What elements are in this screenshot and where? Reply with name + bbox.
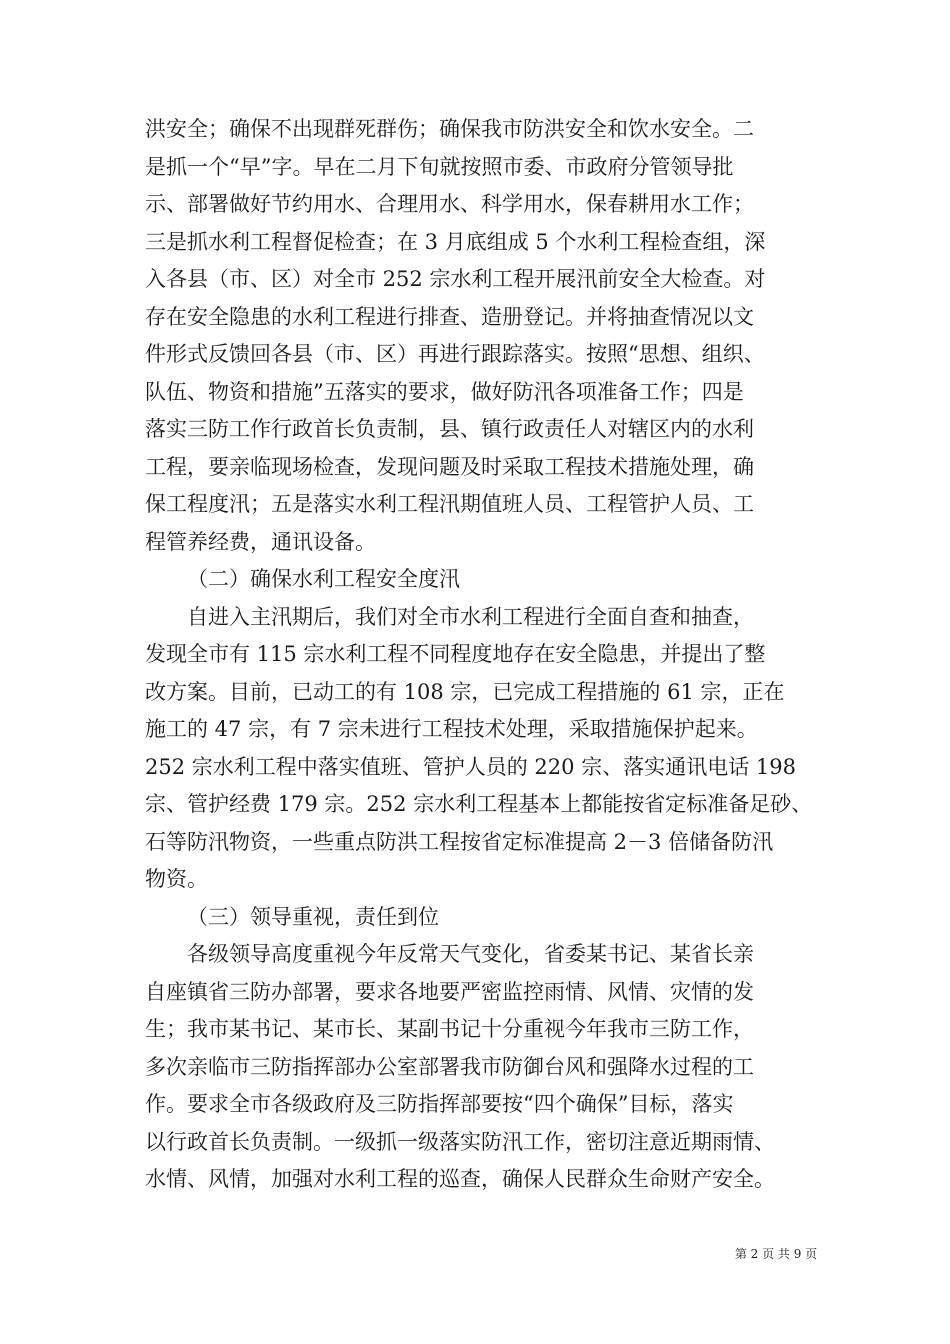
body-text: [145, 111, 825, 1199]
text-line: 件形式反馈回各县（市、区）再进行跟踪落实。按照“思想、组织、: [145, 342, 765, 366]
text-line: 队伍、物资和措施”五落实的要求，做好防汛各项准备工作；四是: [145, 379, 744, 404]
text-line: 宗、管护经费 179 宗。252 宗水利工程基本上都能按省定标准备足砂、: [145, 792, 813, 816]
text-line: 多次亲临市三防指挥部办公室部署我市防御台风和强降水过程的工: [145, 1054, 754, 1079]
text-line: 入各县（市、区）对全市 252 宗水利工程开展汛前安全大检查。对: [145, 267, 766, 291]
text-line: 落实三防工作行政首长负责制，县、镇行政责任人对辖区内的水利: [145, 417, 754, 441]
text-line: 物资。: [145, 867, 208, 891]
text-line: 施工的 47 宗，有 7 宗未进行工程技术处理，采取措施保护起来。: [145, 717, 758, 741]
text-line: 各级领导高度重视今年反常天气变化，省委某书记、某省长亲: [187, 942, 754, 966]
text-line: 洪安全；确保不出现群死群伤；确保我市防洪安全和饮水安全。二: [145, 117, 754, 141]
text-line: 工程，要亲临现场检查，发现问题及时采取工程技术措施处理，确: [145, 454, 754, 479]
text-line: 作。要求全市各级政府及三防指挥部要按“四个确保”目标，落实: [145, 1092, 734, 1116]
text-line: 252 宗水利工程中落实值班、管护人员的 220 宗、落实通讯电话 198: [145, 754, 796, 779]
page-number: 第 2 页 共 9 页: [734, 1247, 818, 1261]
text-line: 三是抓水利工程督促检查；在 3 月底组成 5 个水利工程检查组，深: [145, 229, 766, 254]
text-line: 存在安全隐患的水利工程进行排查、造册登记。并将抽查情况以文: [145, 304, 754, 329]
text-line: 石等防汛物资，一些重点防洪工程按省定标准提高 2－3 倍储备防汛: [145, 829, 774, 854]
text-line: 生；我市某书记、某市长、某副书记十分重视今年我市三防工作，: [145, 1017, 754, 1041]
text-line: 自座镇省三防办部署，要求各地要严密监控雨情、风情、灾情的发: [145, 979, 754, 1004]
text-line: 保工程度汛；五是落实水利工程汛期值班人员、工程管护人员、工: [145, 492, 754, 516]
text-line: （二）确保水利工程安全度汛: [187, 567, 460, 591]
text-line: 是抓一个“早”字。早在二月下旬就按照市委、市政府分管领导批: [145, 154, 734, 179]
text-line: 发现全市有 115 宗水利工程不同程度地存在安全隐患，并提出了整: [145, 642, 766, 666]
text-line: 以行政首长负责制。一级抓一级落实防汛工作，密切注意近期雨情、: [145, 1129, 775, 1154]
text-line: 程管养经费，通讯设备。: [145, 529, 376, 554]
text-line: 水情、风情，加强对水利工程的巡查，确保人民群众生命财产安全。: [145, 1167, 775, 1191]
page-footer: [0, 1246, 950, 1262]
text-line: 自进入主汛期后，我们对全市水利工程进行全面自查和抽查，: [187, 604, 754, 629]
text-line: 示、部署做好节约用水、合理用水、科学用水，保春耕用水工作；: [145, 192, 754, 216]
text-line: （三）领导重视，责任到位: [187, 904, 439, 929]
text-line: 改方案。目前，已动工的有 108 宗，已完成工程措施的 61 宗，正在: [145, 679, 785, 704]
